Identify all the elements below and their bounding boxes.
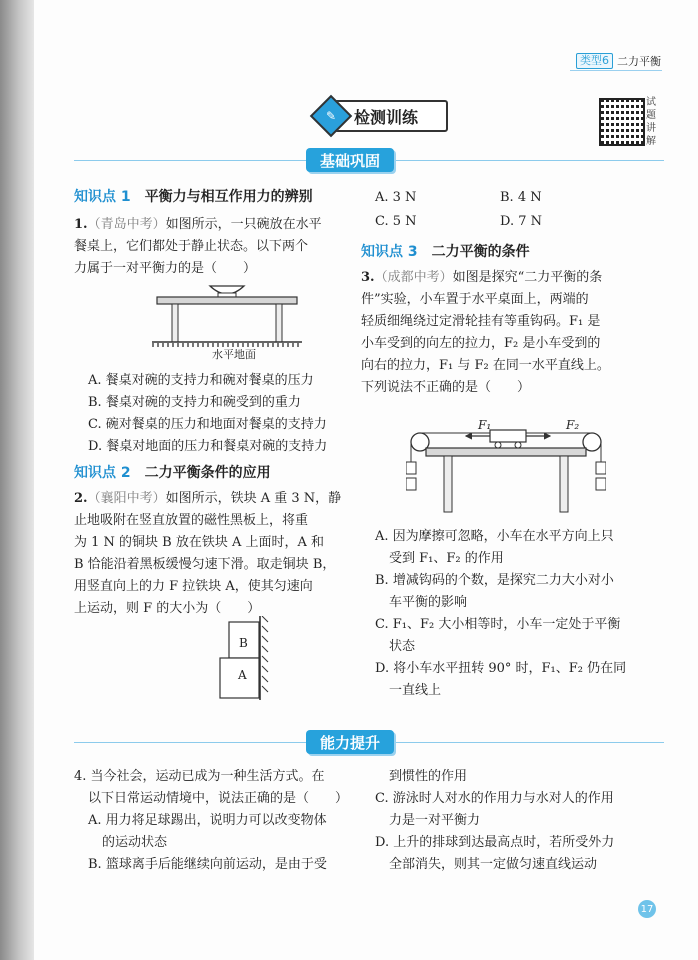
topic-label: 二力平衡 — [617, 55, 661, 68]
q1-option-d[interactable]: D. 餐桌对地面的压力和餐桌对碗的支持力 — [88, 439, 328, 454]
pencil-icon: ✎ — [310, 95, 352, 137]
q1-option-c[interactable]: C. 碗对餐桌的压力和地面对餐桌的支持力 — [88, 417, 327, 432]
q1-options — [88, 370, 378, 458]
book-spine-shadow — [0, 0, 34, 960]
q3-options: A. 因为摩擦可忽略，小车在水平方向上只 受到 F₁、F₂ 的作用 B. 增减钩码的个数，是探究二力大小对小 车平衡的影响 C. F₁、F₂ 大小相等时，小车一定处于平衡 状态 D. 将小车水平扭转 90° 时，F₁、F₂ 仍在同 一直线上 — [375, 526, 665, 702]
header-rule — [570, 70, 662, 71]
section-basic-banner: 基础巩固 — [306, 148, 394, 172]
kp1-heading: 知识点 1 平衡力与相互作用力的辨别 — [74, 189, 313, 205]
q4-option-a[interactable]: A. 用力将足球踢出，说明力可以改变物体 — [88, 813, 327, 828]
q3-option-b[interactable]: B. 增减钩码的个数，是探究二力大小对小 — [375, 573, 614, 588]
table-leg-right — [276, 304, 282, 342]
q3-option-c[interactable]: C. F₁、F₂ 大小相等时，小车一定处于平衡 — [375, 617, 621, 632]
weight-right — [596, 462, 606, 474]
question-1: 1.（青岛中考）如图所示，一只碗放在水平 餐桌上，它们都处于静止状态。以下两个 力属于一对平衡力的是（ ） — [74, 217, 322, 276]
kp2-heading: 知识点 2 二力平衡条件的应用 — [74, 465, 271, 481]
f1-label: F₁ — [478, 418, 492, 432]
q1-answer-c[interactable]: C. 5 N — [375, 214, 417, 229]
q1-answer-b[interactable]: B. 4 N — [500, 190, 542, 205]
weight-left — [406, 462, 416, 474]
q1-answer-a[interactable]: A. 3 N — [375, 190, 417, 205]
q1-option-b[interactable]: B. 餐桌对碗的支持力和碗受到的重力 — [88, 395, 301, 410]
question-4-right: 到惯性的作用 C. 游泳时人对水的作用力与水对人的作用 力是一对平衡力 D. 上升的排球到达最高点时，若所受外力 全部消失，则其一定做匀速直线运动 — [375, 766, 665, 876]
q4-option-d[interactable]: D. 上升的排球到达最高点时，若所受外力 — [375, 835, 615, 850]
lab-table — [426, 448, 586, 456]
pulley-cart-figure — [406, 418, 606, 518]
type-header — [576, 53, 661, 69]
q1-option-a[interactable]: A. 餐桌对碗的支持力和碗对餐桌的压力 — [88, 373, 314, 388]
q4-option-c[interactable]: C. 游泳时人对水的作用力与水对人的作用 — [375, 791, 614, 806]
q1-answer-d[interactable]: D. 7 N — [500, 214, 543, 229]
type-tag: 类型6 — [576, 53, 613, 69]
section-ability-banner: 能力提升 — [306, 730, 394, 754]
cart — [490, 430, 526, 442]
f2-label: F₂ — [566, 418, 580, 432]
question-2: 2.（襄阳中考）如图所示，铁块 A 重 3 N，静 止地吸附在竖直放置的磁性黑板上，将重 为 1 N 的铜块 B 放在铁块 A 上面时，A 和 B 恰能沿着黑板缓慢匀速下滑。取走铜块 B， 用竖直向上的力 F 拉铁块 A，使其匀速向 上运动，则 F 的大小为（ ） — [74, 491, 342, 616]
blackboard-blocks-figure — [184, 616, 274, 704]
qr-code-icon[interactable] — [599, 98, 645, 146]
page — [34, 0, 698, 960]
question-3: 3.（成都中考）如图是探究“二力平衡的条 件”实验，小车置于水平桌面上，两端的 轻质细绳绕过定滑轮挂有等重钩码。F₁ 是 小车受到的向左的拉力，F₂ 是小车受到的 向右的拉力，F₁ 与 F₂ 在同一水平直线上。 下列说法不正确的是（ ） — [361, 270, 610, 395]
q1-num: 1. — [74, 217, 88, 232]
table-leg-left — [172, 304, 178, 342]
question-4-left: 4. 当今社会，运动已成为一种生活方式。在 以下日常运动情境中，说法正确的是（ ） A. 用力将足球踢出，说明力可以改变物体 的运动状态 B. 篮球离手后能继续向前运动，是由于受 — [74, 766, 374, 876]
table-top — [157, 297, 297, 304]
page-number: 17 — [638, 900, 656, 918]
ground-label: 水平地面 — [212, 348, 256, 361]
block-a-label: A — [238, 668, 247, 682]
q3-option-d[interactable]: D. 将小车水平扭转 90° 时，F₁、F₂ 仍在同 — [375, 661, 627, 676]
q4-option-b[interactable]: B. 篮球离手后能继续向前运动，是由于受 — [88, 857, 327, 872]
q3-option-a[interactable]: A. 因为摩擦可忽略，小车在水平方向上只 — [375, 529, 614, 544]
qr-label: 试题讲解 — [646, 97, 656, 147]
block-b-label: B — [239, 636, 248, 650]
kp3-heading: 知识点 3 二力平衡的条件 — [361, 244, 530, 260]
page-title: ✎ 检测训练 — [328, 100, 448, 132]
